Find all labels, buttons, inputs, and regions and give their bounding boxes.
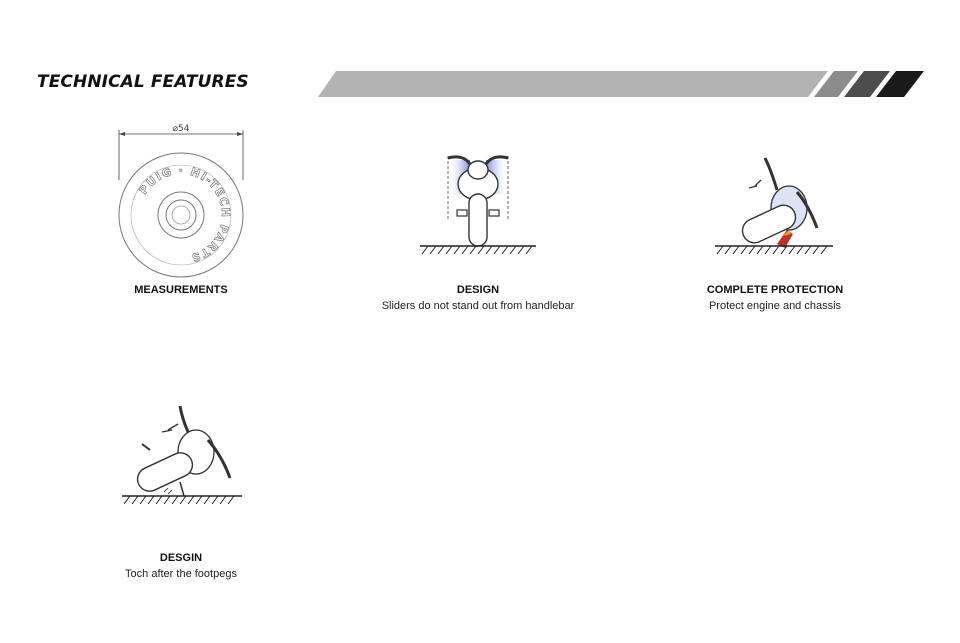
decorative-stripe-banner (318, 71, 928, 97)
slider-measurement-icon (106, 120, 256, 280)
page-title: TECHNICAL FEATURES (37, 72, 249, 92)
diameter-label: ⌀54 (172, 124, 190, 134)
feature-description: Toch after the footpegs (125, 568, 237, 580)
feature-title: DESIGN (456, 284, 500, 296)
feature-description: Sliders do not stand out from handlebar (381, 300, 575, 312)
motorcycle-fallen-footpegs-icon (106, 400, 256, 530)
feature-design-footpegs (51, 400, 311, 580)
feature-measurements (51, 120, 311, 300)
feature-complete-protection (645, 150, 905, 312)
feature-title: COMPLETE PROTECTION (706, 284, 844, 296)
motorcycle-fallen-protection-icon (705, 150, 845, 280)
feature-title: DESGIN (159, 552, 203, 564)
feature-design-front (348, 150, 608, 312)
feature-title: MEASUREMENTS (134, 284, 228, 296)
motorcycle-front-view-icon (408, 150, 548, 280)
ring-brand-text: PUIG · HI-TECH PARTS (136, 163, 233, 265)
feature-description: Protect engine and chassis (708, 300, 842, 312)
